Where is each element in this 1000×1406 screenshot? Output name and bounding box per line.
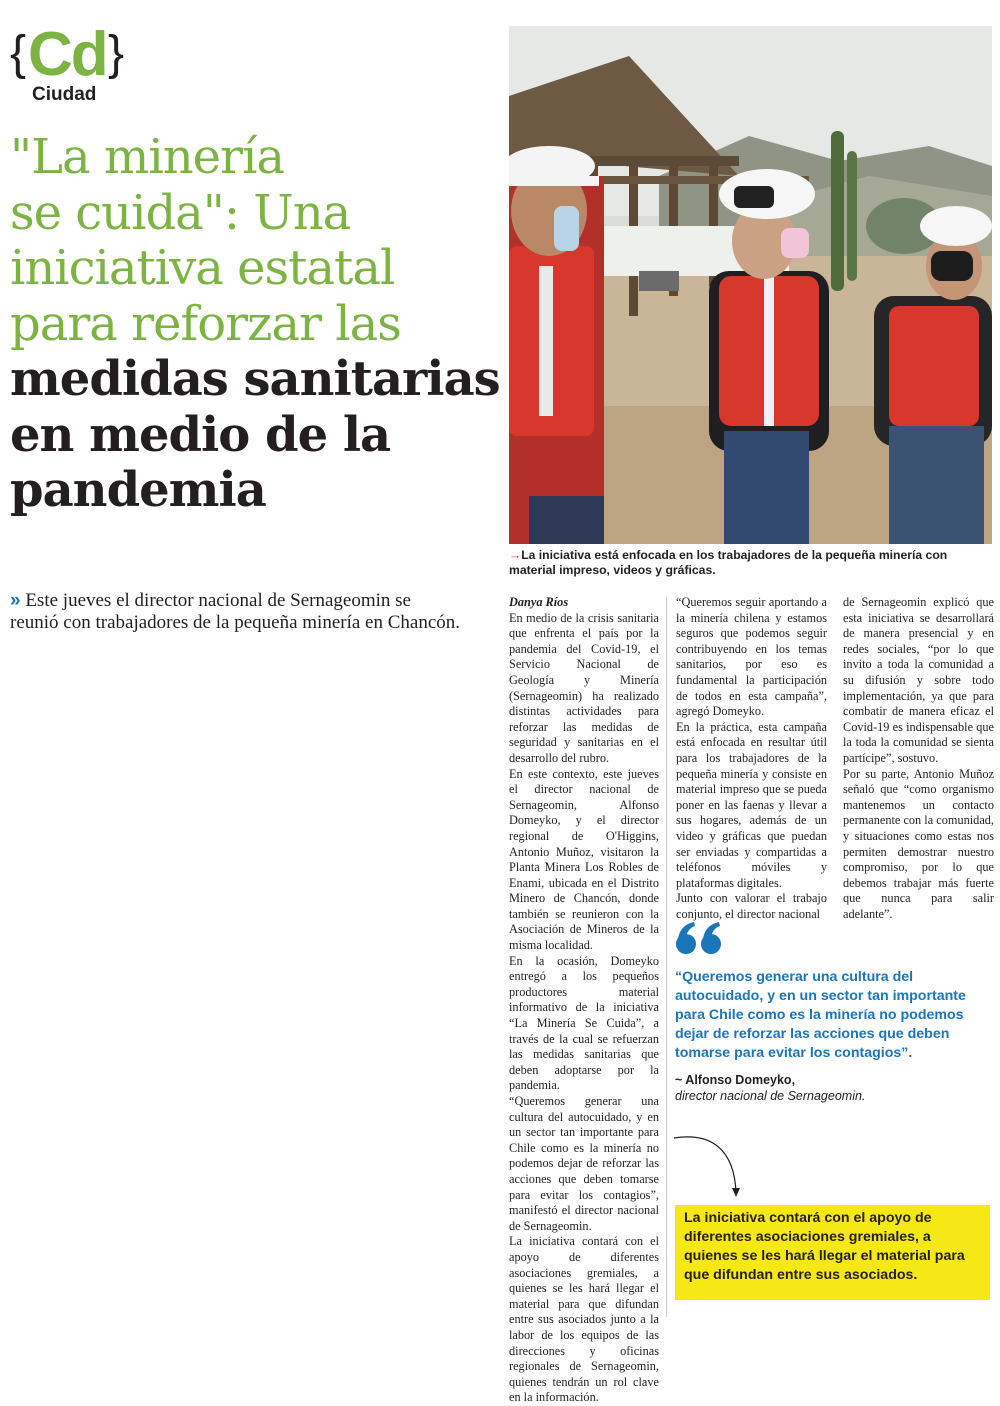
section-logo-letters: Cd (28, 20, 107, 89)
quote-attribution (675, 1072, 993, 1104)
column-divider (666, 597, 667, 1317)
lead-paragraph (10, 590, 460, 633)
paragraph: “Queremos generar una cultura del autocuidado, y en un sector tan importante para Chile como es la minería no podemos dejar de reforzar las acciones que deben tomarse para evitar los contagios”, manifestó el director nacional de Sernageomin. (509, 1094, 659, 1233)
headline-line: en medio de la (10, 406, 391, 463)
pull-quote: “Queremos generar una cultura del autocuidado, y en un sector tan importante para Chile como es la minería no podemos dejar de reforzar las acciones que deben tomarse para evitar los contagios”. (675, 969, 966, 1061)
curved-arrow-icon (672, 1130, 752, 1200)
paragraph: La iniciativa contará con el apoyo de diferentes asociaciones gremiales, a quienes se les hará llegar el material para que difundan entre sus asociados junto a la labor de los equipos de las direcciones y oficinas regionales de Sernageomin, quienes tendrán un rol clave en la información. (509, 1234, 659, 1405)
paragraph: En la ocasión, Domeyko entregó a los pequeños productores material informativo de la iniciativa “La Minería Se Cuida”, a través de la cual se refuerzan las medidas sanitarias que deben adoptarse por la pandemia. (509, 953, 659, 1093)
paragraph: Por su parte, Antonio Muñoz señaló que “como organismo mantenemos un contacto permanente con la comunidad, y situaciones como estas nos permiten demostrar nuestro compromiso, por lo que debemos trabajar más fuerte que nunca para salir adelante”. (843, 766, 994, 921)
photo-caption (509, 548, 989, 578)
article-column-3 (843, 595, 994, 922)
article-column-1 (509, 595, 659, 1406)
lead-marker: » (10, 590, 21, 611)
lead-text: Este jueves el director nacional de Sernageomin se reunió con trabajadores de la pequeña minería en Chancón. (10, 590, 461, 633)
section-name: Ciudad (32, 84, 97, 105)
article-column-2 (676, 595, 827, 922)
caption-text: La iniciativa está enfocada en los trabajadores de la pequeña minería con material impreso, videos y gráficas. (509, 548, 948, 577)
paragraph: En la práctica, esta campaña está enfocada en resultar útil para los trabajadores de la pequeña minería y consiste en material impreso que se pueda poner en las faenas y llevar a sus hogares, además de un video y gráficas que puedan ser enviadas y compartidas a teléfonos móviles y plataformas digitales. (676, 719, 827, 890)
section-logo (10, 22, 130, 108)
left-brace: { (10, 27, 27, 80)
paragraph: En este contexto, este jueves el director nacional de Sernageomin, Alfonso Domeyko, y el director regional de O'Higgins, Antonio Muñoz, visitaron la Planta Minera Los Robles de Enami, ubicada en el Distrito Minero de Chancón, donde también se reunieron con la Asociación de Mineros de la misma localidad. (509, 766, 659, 953)
article-photo (509, 26, 992, 544)
quote-author-title: director nacional de Sernageomin. (675, 1089, 866, 1103)
byline: Danya Ríos (509, 595, 569, 609)
highlight-text: La iniciativa contará con el apoyo de diferentes asociaciones gremiales, a quienes se les hará llegar el material para que difundan entre sus asociados. (684, 1210, 965, 1283)
headline-line: iniciativa estatal (10, 240, 395, 296)
photo-illustration (509, 26, 992, 544)
headline-line: para reforzar las (10, 295, 401, 352)
quote-author: ~ Alfonso Domeyko, (675, 1073, 796, 1087)
paragraph: de Sernageomin explicó que esta iniciativa se desarrollará de manera presencial y en redes sociales, “por lo que invito a toda la comunidad a su difusión y sobre todo implementación, ya que para combatir de manera eficaz el Covid-19 es indispensable que la toda la comunidad se sienta partícipe”, sostuvo. (843, 595, 994, 765)
paragraph: “Queremos seguir aportando a la minería chilena y estamos seguros que podemos seguir contribuyendo en los temas sanitarios, por eso es fundamental la participación de todos en esta campaña”, agregó Domeyko. (676, 595, 827, 719)
caption-arrow-icon: → (509, 548, 522, 562)
headline-line: medidas sanitarias (10, 351, 500, 407)
quote-mark-icon (675, 922, 725, 956)
paragraph: Junto con valorar el trabajo conjunto, el director nacional (676, 891, 827, 921)
right-brace: } (108, 27, 125, 80)
headline-line: pandemia (10, 462, 266, 518)
headline-line: "La minería (10, 129, 284, 185)
headline-line: se cuida": Una (10, 184, 351, 241)
paragraph: En medio de la crisis sanitaria que enfrenta el país por la pandemia del Covid-19, el Servicio Nacional de Geología y Minería (Sernageomin) ha realizado distintas actividades para reforzar las medidas de seguridad y sanitarias en el desarrollo del rubro. (509, 610, 659, 765)
headline (10, 129, 500, 519)
